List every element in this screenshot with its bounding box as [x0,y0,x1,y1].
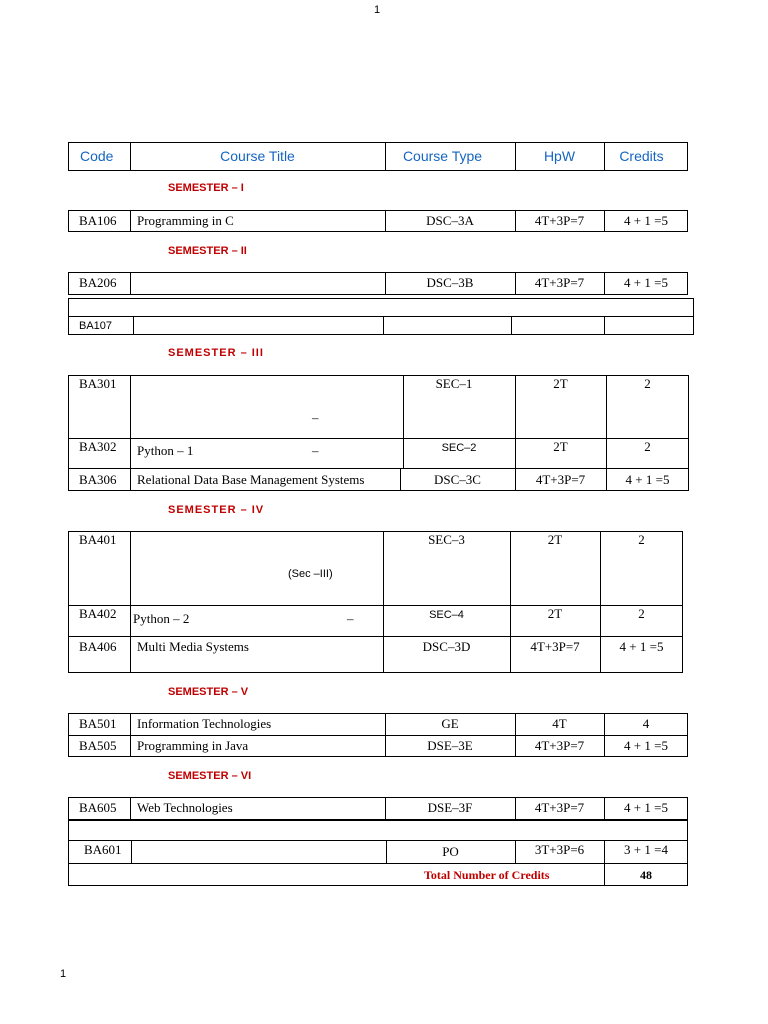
code-cell: BA505 [79,738,117,753]
hpw-cell: 2T [547,532,563,547]
title-cell: Python – 2 [133,611,190,626]
code-cell: BA401 [79,532,117,547]
credits-cell: 4 + 1 =5 [624,800,668,815]
hpw-cell: 2T [553,439,568,454]
hpw-cell: 4T+3P=7 [530,639,580,654]
page-number-bottom: 1 [60,968,67,980]
code-cell: BA601 [84,842,122,857]
type-cell: DSC–3B [426,275,474,290]
dash-cell: – [312,443,319,458]
type-cell: SEC–2 [441,442,477,454]
header-hpw: HpW [543,148,576,164]
credits-cell: 2 [644,376,651,391]
code-cell: BA605 [79,800,117,815]
hpw-cell: 4T+3P=7 [534,213,585,228]
type-cell: DSE–3E [427,738,473,753]
credits-cell: 2 [644,439,651,454]
credits-cell: 4 [642,716,650,731]
semester-4-label: SEMESTER – IV [168,504,265,516]
title-cell: Python – 1 [137,443,194,458]
code-cell: BA106 [79,213,117,228]
semester-5-label: SEMESTER – V [168,686,249,698]
hpw-cell: 4T+3P=7 [534,275,585,290]
code-cell: BA302 [79,439,117,454]
credits-cell: 2 [638,606,645,621]
semester-2-label: SEMESTER – II [168,245,247,257]
semester-3-label: SEMESTER – III [168,347,264,359]
hpw-cell: 4T+3P=7 [535,472,586,487]
code-cell: BA402 [79,606,117,621]
hpw-cell: 2T [553,376,568,391]
credits-cell: 2 [638,532,645,547]
dash-cell: – [347,611,354,626]
total-credits-label: Total Number of Credits [424,868,550,882]
credits-cell: 4 + 1 =5 [619,639,664,654]
code-cell: BA206 [79,275,117,290]
credits-cell: 4 + 1 =5 [624,738,668,753]
title-cell: Relational Data Base Management Systems [137,472,365,487]
type-cell: SEC–3 [428,532,465,547]
header-course-type: Course Type [402,148,483,164]
code-cell: BA406 [79,639,117,654]
title-cell: Web Technologies [137,800,233,815]
title-cell: Multi Media Systems [137,639,249,654]
type-cell: DSC–3D [422,639,471,654]
type-cell: GE [441,716,459,731]
code-cell: BA306 [79,472,117,487]
credits-cell: 4 + 1 =5 [624,275,668,290]
header-credits: Credits [619,148,664,164]
credits-cell: 4 + 1 =5 [625,472,670,487]
hpw-cell: 4T+3P=7 [534,738,585,753]
title-cell: Information Technologies [137,716,272,731]
hpw-cell: 4T+3P=7 [534,800,585,815]
type-cell: PO [442,844,459,859]
title-cell: Programming in C [137,213,234,228]
semester-1-label: SEMESTER – I [168,182,244,194]
credits-cell: 4 + 1 =5 [624,213,668,228]
code-cell: BA501 [79,716,117,731]
title-cell: Programming in Java [137,738,249,753]
header-course-title: Course Title [220,148,295,164]
hpw-cell: 3T+3P=6 [534,842,585,857]
dash-cell: – [312,410,319,425]
type-cell: DSC–3A [426,213,474,228]
page-number-top: 1 [374,4,381,16]
code-cell: BA107 [79,320,113,332]
note-cell: (Sec –III) [288,568,333,580]
hpw-cell: 2T [547,606,563,621]
code-cell: BA301 [79,376,117,391]
hpw-cell: 4T [552,716,567,731]
type-cell: DSC–3C [434,472,481,487]
type-cell: SEC–1 [435,376,473,391]
type-cell: SEC–4 [429,609,464,621]
header-code: Code [80,148,114,164]
credits-cell: 3 + 1 =4 [624,842,668,857]
type-cell: DSE–3F [427,800,473,815]
total-credits-value: 48 [640,868,652,882]
semester-6-label: SEMESTER – VI [168,770,252,782]
